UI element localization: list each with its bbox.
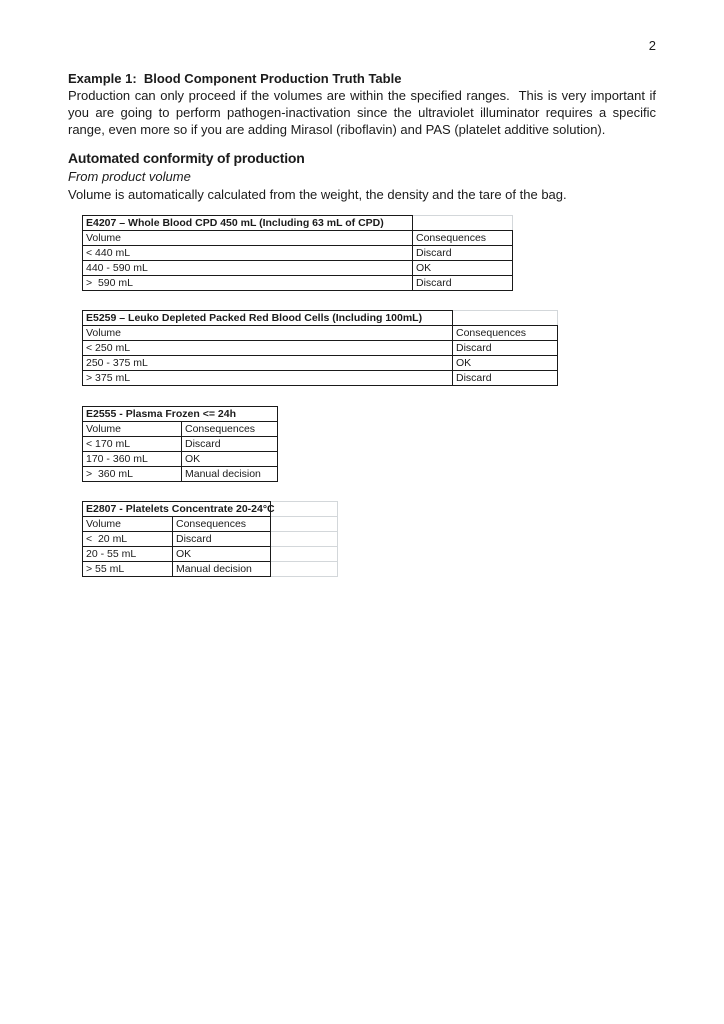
section-subheading: From product volume <box>68 169 191 184</box>
cell-consequence: OK <box>452 355 558 371</box>
cell-volume: 170 - 360 mL <box>82 451 182 467</box>
column-header-volume: Volume <box>82 230 413 246</box>
cell-consequence: OK <box>172 546 271 562</box>
cell-volume: < 250 mL <box>82 340 453 356</box>
table-row <box>82 561 656 577</box>
column-header-volume: Volume <box>82 325 453 341</box>
table-header-row <box>82 325 656 341</box>
cell-consequence: Manual decision <box>172 561 271 577</box>
ghost-column-cell <box>270 561 338 577</box>
table-header-row <box>82 230 656 246</box>
table-row <box>82 260 656 276</box>
cell-volume: > 55 mL <box>82 561 173 577</box>
column-header-volume: Volume <box>82 421 182 437</box>
example-title: Example 1: Blood Component Production Truth Table <box>68 71 402 86</box>
cell-volume: < 170 mL <box>82 436 182 452</box>
table-header-row <box>82 516 656 532</box>
cell-volume: > 590 mL <box>82 275 413 291</box>
column-header-consequences: Consequences <box>452 325 558 341</box>
table-header-row <box>82 421 656 437</box>
ghost-column-cell <box>270 516 338 532</box>
table-row <box>82 451 656 467</box>
truth-tables-group <box>82 215 656 577</box>
ghost-column-cell <box>270 531 338 547</box>
table-e5259 <box>82 310 656 386</box>
cell-volume: 440 - 590 mL <box>82 260 413 276</box>
cell-volume: 250 - 375 mL <box>82 355 453 371</box>
table-title: E2807 - Platelets Concentrate 20-24°C <box>82 501 271 517</box>
table-row <box>82 340 656 356</box>
table-title-row <box>82 215 656 231</box>
cell-consequence: OK <box>412 260 513 276</box>
table-row <box>82 546 656 562</box>
table-title: E5259 – Leuko Depleted Packed Red Blood Cells (Including 100mL) <box>82 310 453 326</box>
table-row <box>82 466 656 482</box>
cell-consequence: Discard <box>181 436 278 452</box>
table-e2555 <box>82 406 656 482</box>
table-title-spacer-cell <box>452 310 558 326</box>
cell-volume: > 375 mL <box>82 370 453 386</box>
table-title-row <box>82 310 656 326</box>
table-title-spacer-cell <box>270 501 338 517</box>
table-row <box>82 531 656 547</box>
table-row <box>82 245 656 261</box>
column-header-consequences: Consequences <box>172 516 271 532</box>
cell-consequence: Discard <box>172 531 271 547</box>
cell-volume: < 440 mL <box>82 245 413 261</box>
page-number: 2 <box>648 38 656 53</box>
table-title: E4207 – Whole Blood CPD 450 mL (Including 63 mL of CPD) <box>82 215 413 231</box>
table-row <box>82 275 656 291</box>
table-row <box>82 355 656 371</box>
table-title-row <box>82 501 656 517</box>
example-paragraph: Production can only proceed if the volumes are within the specified ranges. This is very important if you are going to perform pathogen-inactivation since the ultraviolet illuminator requires a specific range, even more so if you are adding Mirasol (riboflavin) and PAS (platelet additive solution). <box>68 88 660 137</box>
section-intro: Volume is automatically calculated from the weight, the density and the tare of the bag. <box>68 187 567 202</box>
table-row <box>82 436 656 452</box>
cell-consequence: Discard <box>412 245 513 261</box>
column-header-consequences: Consequences <box>181 421 278 437</box>
cell-volume: < 20 mL <box>82 531 173 547</box>
cell-consequence: Manual decision <box>181 466 278 482</box>
column-header-consequences: Consequences <box>412 230 513 246</box>
table-title-row <box>82 406 656 422</box>
table-title: E2555 - Plasma Frozen <= 24h <box>82 406 278 422</box>
cell-volume: > 360 mL <box>82 466 182 482</box>
cell-volume: 20 - 55 mL <box>82 546 173 562</box>
table-title-spacer-cell <box>412 215 513 231</box>
table-e2807 <box>82 501 656 577</box>
column-header-volume: Volume <box>82 516 173 532</box>
cell-consequence: Discard <box>452 370 558 386</box>
ghost-column-cell <box>270 546 338 562</box>
section-heading: Automated conformity of production <box>68 150 305 166</box>
table-row <box>82 370 656 386</box>
cell-consequence: Discard <box>452 340 558 356</box>
cell-consequence: Discard <box>412 275 513 291</box>
cell-consequence: OK <box>181 451 278 467</box>
table-e4207 <box>82 215 656 291</box>
